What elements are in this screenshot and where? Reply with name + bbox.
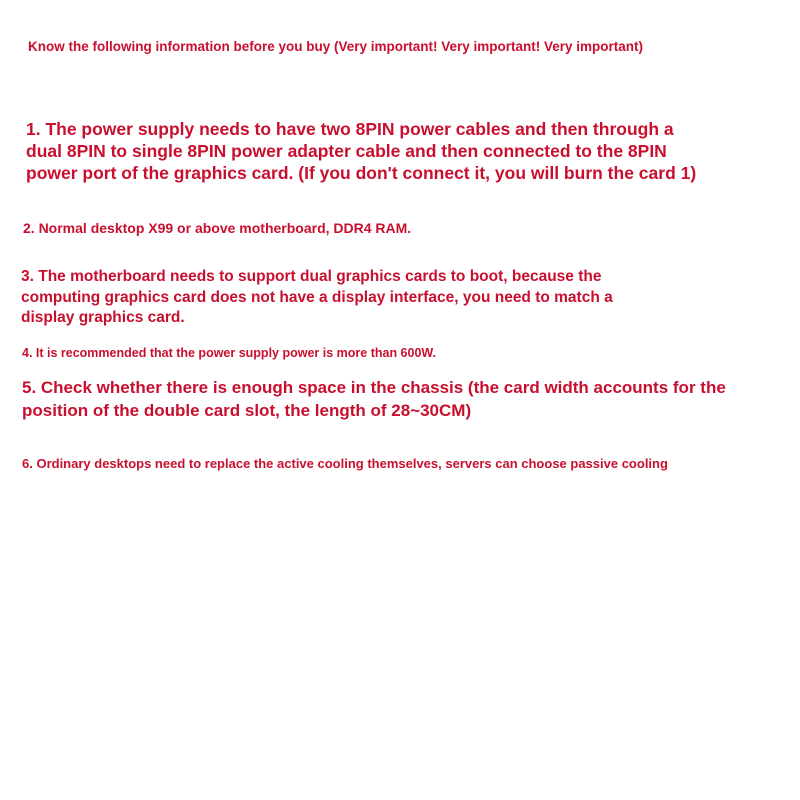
notice-item-4-line-1: 4. It is recommended that the power supply power is more than 600W. <box>22 346 436 360</box>
notice-item-5 <box>22 376 726 422</box>
notice-item-1-line-3: power port of the graphics card. (If you don't connect it, you will burn the card 1) <box>26 163 697 183</box>
notice-item-2-line-1: 2. Normal desktop X99 or above motherboard, DDR4 RAM. <box>23 220 412 236</box>
notice-item-6-line-1: 6. Ordinary desktops need to replace the active cooling themselves, servers can choose passive cooling <box>22 456 668 471</box>
notice-item-6 <box>22 455 668 472</box>
notice-item-1 <box>26 118 696 184</box>
notice-item-3-line-2: computing graphics card does not have a display interface, you need to match a <box>21 288 613 306</box>
notice-item-1-line-1: 1. The power supply needs to have two 8PIN power cables and then through a <box>26 119 674 139</box>
notice-item-4 <box>22 345 436 362</box>
notice-item-2 <box>23 219 411 237</box>
notice-item-5-line-2: position of the double card slot, the length of 28~30CM) <box>22 401 472 420</box>
notice-item-1-line-2: dual 8PIN to single 8PIN power adapter cable and then connected to the 8PIN <box>26 141 667 161</box>
notice-item-3-line-3: display graphics card. <box>21 309 185 326</box>
notice-header: Know the following information before you buy (Very important! Very important! Very important) <box>28 39 644 54</box>
notice-item-3 <box>21 267 613 329</box>
notice-item-5-line-1: 5. Check whether there is enough space in the chassis (the card width accounts for the <box>22 378 726 397</box>
notice-item-3-line-1: 3. The motherboard needs to support dual graphics cards to boot, because the <box>21 268 602 285</box>
